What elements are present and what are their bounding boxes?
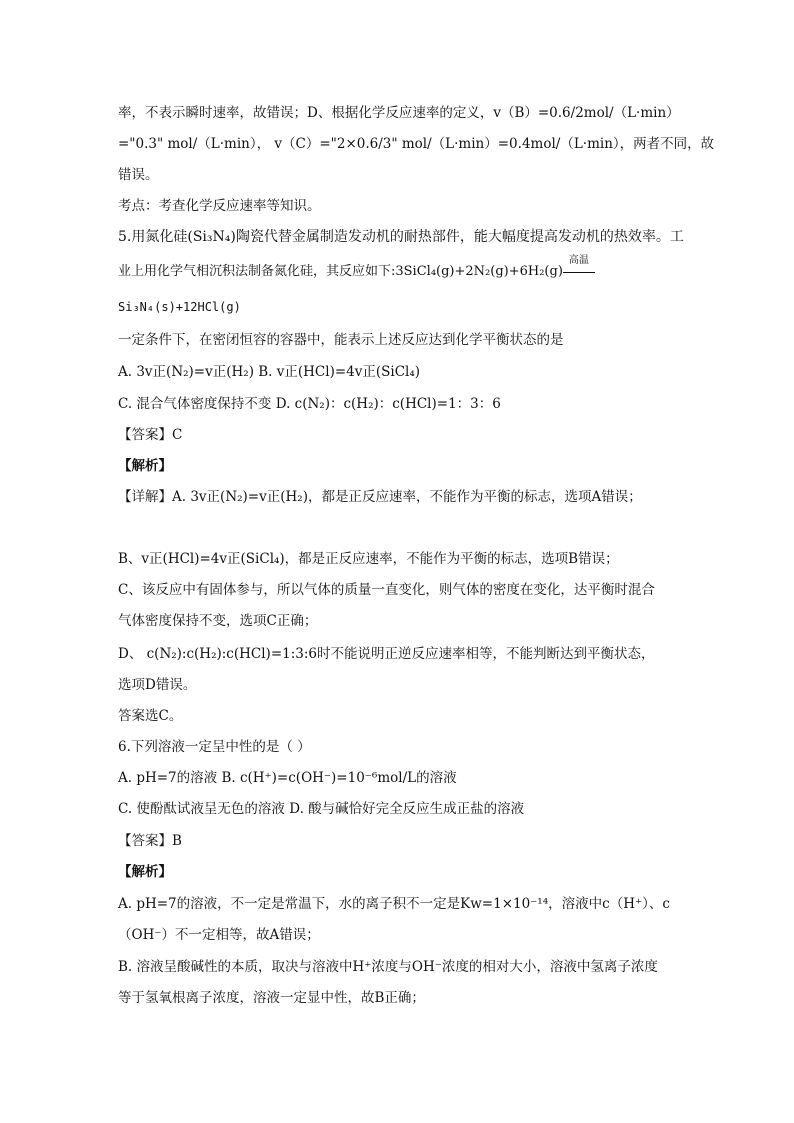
question-5-detail-c-cont: 气体密度保持不变，选项C正确； bbox=[118, 613, 318, 629]
question-5-prompt: 一定条件下，在密闭恒容的容器中，能表示上述反应达到化学平衡状态的是 bbox=[118, 332, 564, 348]
question-5-detail-d: D、 c(N₂):c(H₂):c(HCl)=1:3:6时不能说明正逆反应速率相等，不能判断达到平衡状态， bbox=[118, 646, 655, 662]
question-5-options-ab: A. 3v正(N₂)=v正(H₂) B. v正(HCl)=4v正(SiCl₄) bbox=[118, 364, 421, 380]
question-6-options-ab: A. pH=7的溶液 B. c(H⁺)=c(OH⁻)=10⁻⁶mol/L的溶液 bbox=[118, 770, 457, 786]
question-6-analysis-title: 【解析】 bbox=[118, 864, 172, 880]
question-6-analysis-a: A. pH=7的溶液，不一定是常温下，水的离子积不一定是Kw=1×10⁻¹⁴，溶液中c（H⁺）、c bbox=[118, 896, 670, 912]
question-6-analysis-b: B. 溶液呈酸碱性的本质，取决与溶液中H⁺浓度与OH⁻浓度的相对大小，溶液中氢离子浓度 bbox=[118, 959, 658, 975]
question-5-options-cd: C. 混合气体密度保持不变 D. c(N₂)：c(H₂)：c(HCl)=1：3：6 bbox=[118, 396, 501, 412]
question-5-answer: 【答案】C bbox=[118, 427, 183, 443]
reaction-products: Si₃N₄(s)+12HCl(g) bbox=[118, 300, 241, 314]
question-6-answer: 【答案】B bbox=[118, 833, 182, 849]
reaction-condition: 高温 bbox=[568, 255, 589, 266]
question-5-detail-d-cont: 选项D错误。 bbox=[118, 677, 197, 693]
text-line: 错误。 bbox=[118, 167, 159, 183]
text-line: ="0.3" mol/（L·min）， v（C）="2×0.6/3" mol/（L·min）=0.4mol/（L·min），两者不同，故 bbox=[118, 136, 715, 152]
question-5-detail-c: C、该反应中有固体参与，所以气体的质量一直变化，则气体的密度在变化，达平衡时混合 bbox=[118, 582, 655, 598]
question-6-analysis-a-cont: （OH⁻）不一定相等，故A错误； bbox=[118, 927, 320, 943]
question-5-analysis-title: 【解析】 bbox=[118, 458, 172, 474]
question-6-options-cd: C. 使酚酞试液呈无色的溶液 D. 酸与碱恰好完全反应生成正盐的溶液 bbox=[118, 801, 525, 817]
question-5-stem: 5.用氮化硅(Si₃N₄)陶瓷代替金属制造发动机的耐热部件，能大幅度提高发动机的热效率。工 bbox=[118, 229, 684, 245]
text-line: 考点：考查化学反应速率等知识。 bbox=[118, 198, 321, 214]
question-5-detail-b: B、v正(HCl)=4v正(SiCl₄)，都是正反应速率，不能作为平衡的标志，选项B错误； bbox=[118, 551, 619, 567]
question-5-detail-a: 【详解】A. 3v正(N₂)=v正(H₂)，都是正反应速率，不能作为平衡的标志，选项A错误； bbox=[118, 489, 642, 505]
reaction-arrow bbox=[563, 255, 595, 281]
question-6-analysis-b-cont: 等于氢氧根离子浓度，溶液一定显中性，故B正确； bbox=[118, 990, 425, 1006]
reaction-reactants: 业上用化学气相沉积法制备氮化硅，其反应如下:3SiCl₄(g)+2N₂(g)+6H₂(g) bbox=[118, 264, 563, 279]
question-6-stem: 6.下列溶液一定呈中性的是（ ） bbox=[118, 739, 311, 755]
text-line: 率，不表示瞬时速率，故错误；D、根据化学反应速率的定义，v（B）=0.6/2mol/（L·min） bbox=[118, 105, 680, 121]
question-5-reaction bbox=[118, 255, 595, 281]
question-5-conclusion: 答案选C。 bbox=[118, 708, 183, 724]
